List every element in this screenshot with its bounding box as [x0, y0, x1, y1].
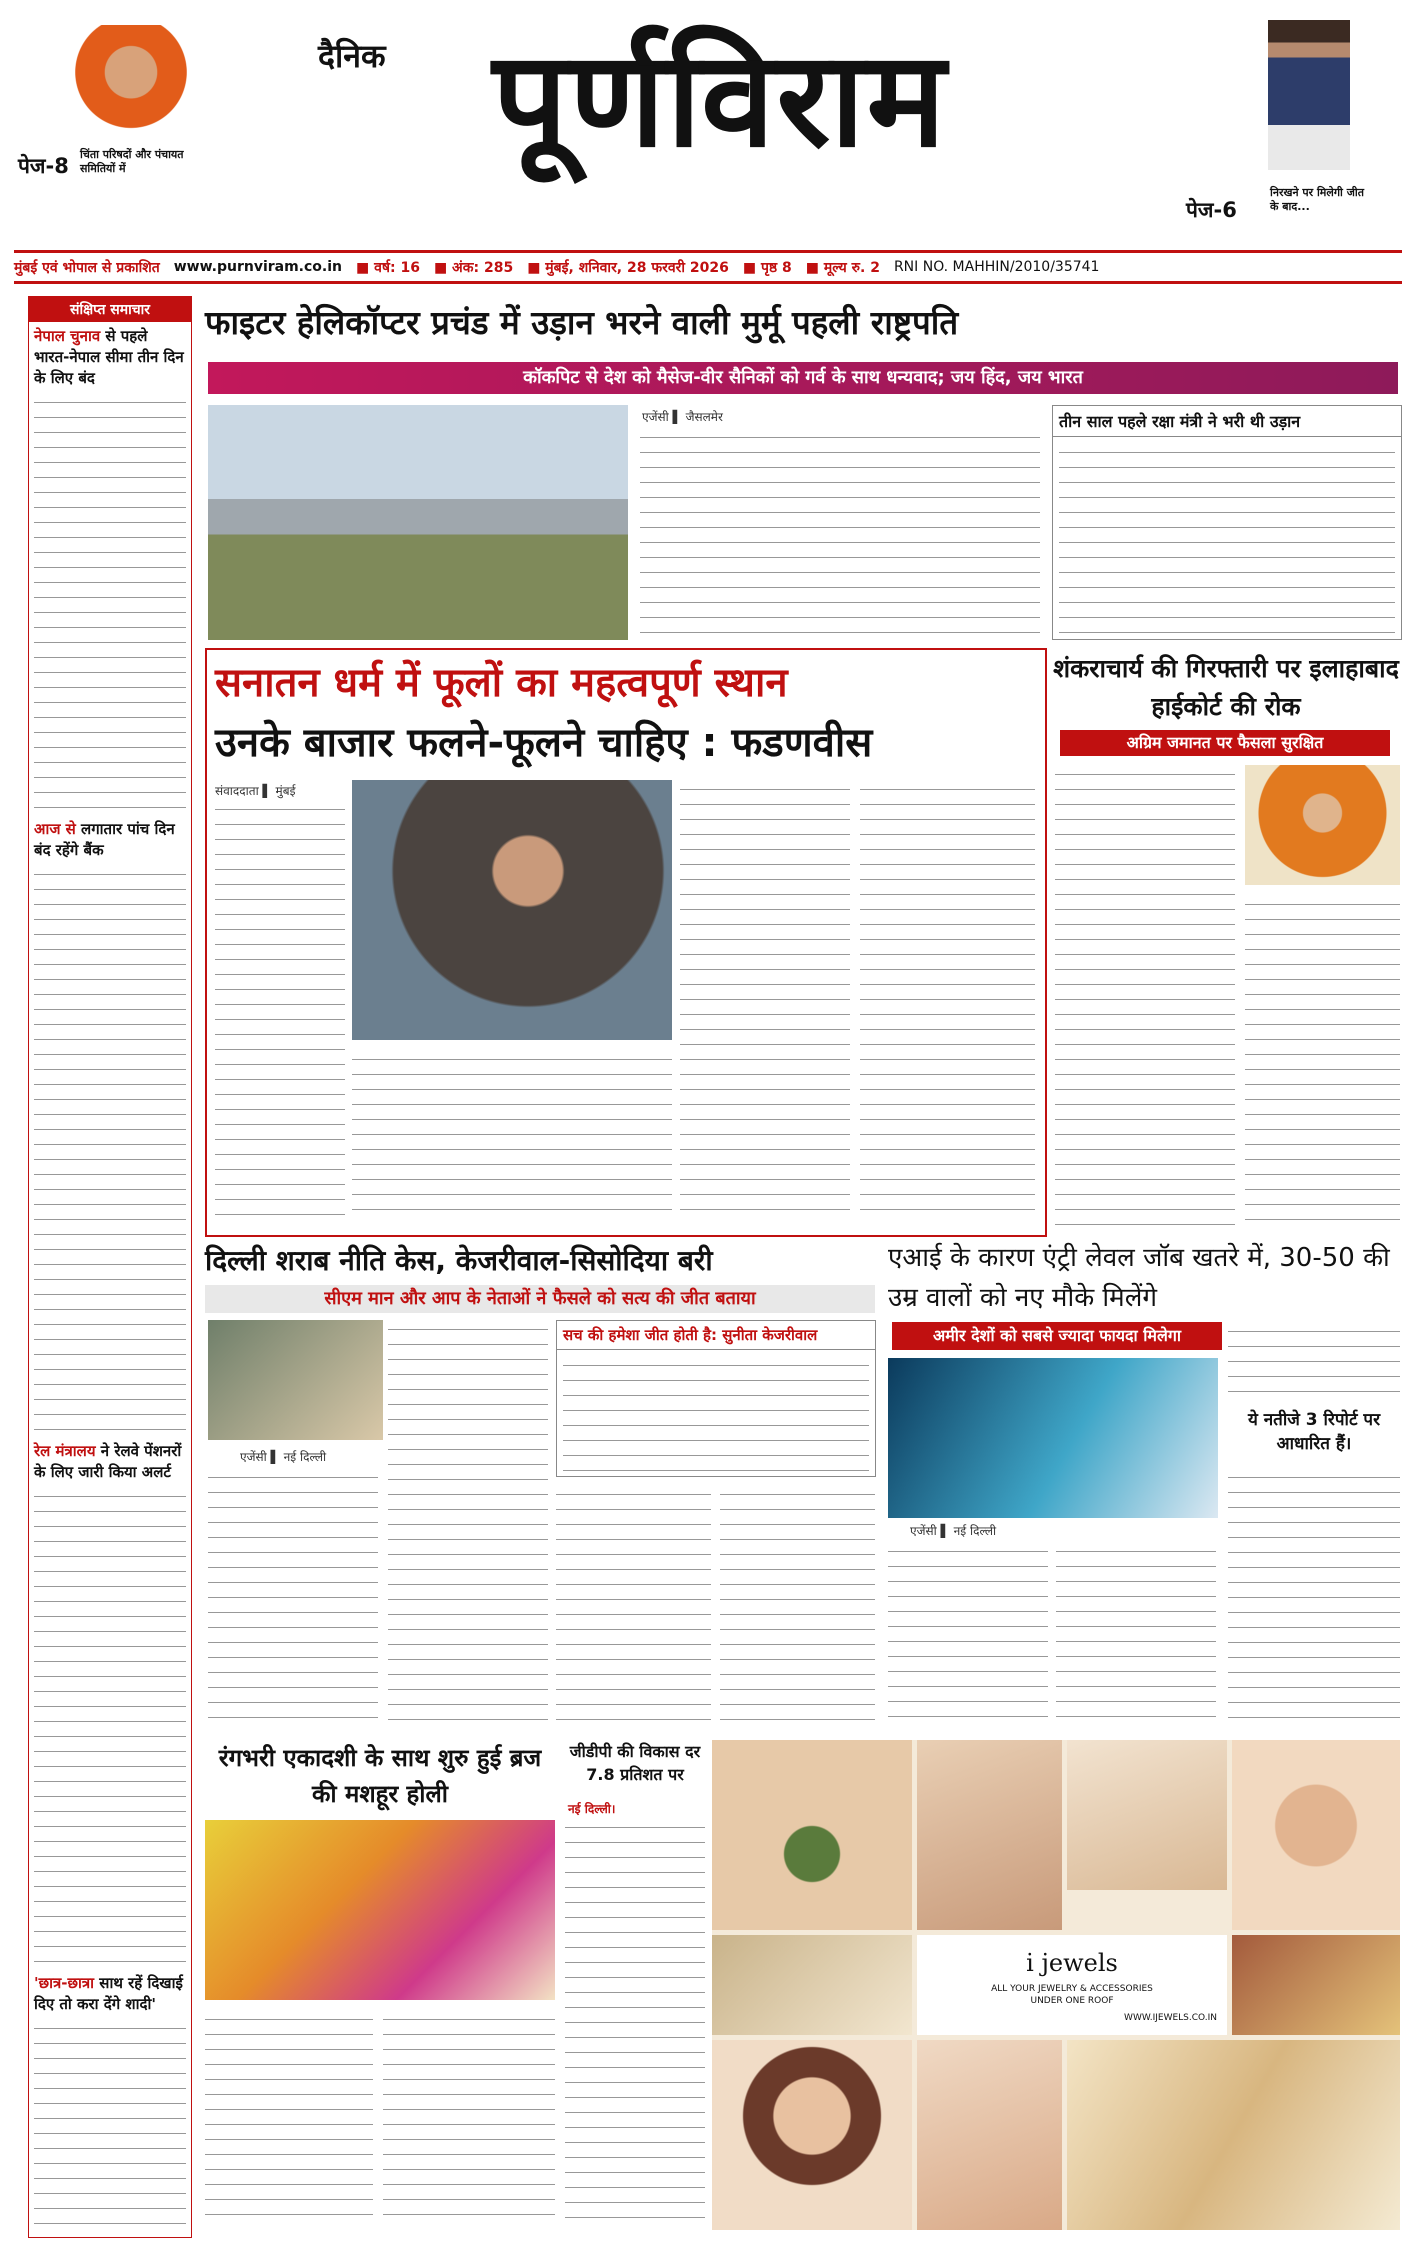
- ad-tagline: ALL YOUR JEWELRY & ACCESSORIES UNDER ONE ROOF: [991, 1984, 1153, 2006]
- dateline-date: ■ मुंबई, शनिवार, 28 फरवरी 2026: [527, 259, 729, 276]
- sidebar-item-body: [34, 865, 186, 1435]
- ad-hands-photo: [917, 1740, 1062, 1930]
- story3-body-col1: [1055, 765, 1235, 1225]
- sidebar-label: संक्षिप्त समाचार: [29, 297, 191, 322]
- dateline-price: ■ मूल्य रु. 2: [805, 259, 880, 276]
- story6-body-col2: [383, 2010, 555, 2225]
- ad-logo-box: [917, 1935, 1227, 2035]
- story1-subhead: [208, 362, 1398, 394]
- story2-photo: [352, 780, 672, 1040]
- masthead-left-teaser: चिंता परिषदों और पंचायत समितियों में: [80, 148, 184, 175]
- ad-earrings-photo: [1067, 1740, 1227, 1890]
- story1-photo: [208, 405, 628, 640]
- sidebar: [28, 296, 192, 2238]
- story4-quote-head[interactable]: सच की हमेशा जीत होती है: सुनीता केजरीवाल: [557, 1321, 875, 1350]
- story1-side-head[interactable]: तीन साल पहले रक्षा मंत्री ने भरी थी उड़ान: [1053, 406, 1401, 437]
- story2-body-col3: [680, 780, 850, 1220]
- story3-subhead: अग्रिम जमानत पर फैसला सुरक्षित: [1060, 730, 1390, 756]
- dateline-website[interactable]: www.purnviram.co.in: [173, 259, 343, 275]
- ad-kurta-photo: [1067, 2040, 1400, 2230]
- masthead-title: पूर्णविराम: [492, 23, 948, 177]
- sidebar-item-body: [34, 1487, 186, 1967]
- story3-headline[interactable]: शंकराचार्य की गिरफ्तारी पर इलाहाबाद हाईकोर्ट की रोक: [1053, 654, 1399, 721]
- story1-byline: एजेंसी ▌ जैसलमेर: [642, 410, 723, 424]
- masthead-right-photo: [1268, 20, 1350, 170]
- story4-subhead: सीएम मान और आप के नेताओं ने फैसले को सत्य की जीत बताया: [205, 1285, 875, 1313]
- masthead-right-page[interactable]: पेज-6: [1186, 198, 1237, 222]
- story4-body-col3: [556, 1485, 711, 1725]
- ad-ring-hands-photo: [917, 2040, 1062, 2230]
- ad-necklace-photo: [712, 1740, 912, 1930]
- dateline-rni: RNI NO. MAHHIN/2010/35741: [893, 259, 1100, 275]
- sidebar-item-headline[interactable]: आज से लगातार पांच दिन बंद रहेंगे बैंक: [34, 820, 175, 859]
- sidebar-item-headline[interactable]: नेपाल चुनाव से पहले भारत-नेपाल सीमा तीन दिन के लिए बंद: [34, 327, 184, 387]
- story1-headline[interactable]: फाइटर हेलिकॉप्टर प्रचंड में उड़ान भरने वाली मुर्मू पहली राष्ट्रपति: [205, 303, 959, 342]
- ad-bangles-photo: [1232, 1935, 1400, 2035]
- story5-pullquote: ये नतीजे 3 रिपोर्ट पर आधारित हैं।: [1247, 1410, 1381, 1454]
- sidebar-item-body: [34, 2019, 186, 2238]
- story4-headline[interactable]: दिल्ली शराब नीति केस, केजरीवाल-सिसोदिया बरी: [205, 1244, 713, 1277]
- dateline-pages: ■ पृष्ठ 8: [742, 259, 792, 276]
- story6-body-col1: [205, 2010, 373, 2225]
- masthead-prefix: दैनिक: [318, 37, 386, 75]
- story7-headline[interactable]: जीडीपी की विकास दर 7.8 प्रतिशत पर: [569, 1742, 701, 1784]
- story4-quote-box: [556, 1320, 876, 1477]
- dateline-bar: [14, 250, 1402, 284]
- story1-side-box: [1052, 405, 1402, 640]
- story6-headline[interactable]: रंगभरी एकादशी के साथ शुरु हुई ब्रज की मशहूर होली: [218, 1744, 542, 1808]
- dateline-issue: ■ अंक: 285: [433, 259, 514, 276]
- story5-body-col2: [1056, 1542, 1216, 1727]
- ad-url[interactable]: WWW.IJEWELS.CO.IN: [1124, 2013, 1217, 2023]
- story5-body-col1: [888, 1542, 1048, 1727]
- story7-dateline: नई दिल्ली।: [568, 1802, 616, 1816]
- story2-byline: संवाददाता ▌ मुंबई: [215, 784, 296, 798]
- sidebar-item-headline[interactable]: रेल मंत्रालय ने रेलवे पेंशनरों के लिए जारी किया अलर्ट: [34, 1442, 182, 1481]
- story3-photo: [1245, 765, 1400, 885]
- story4-byline: एजेंसी ▌ नई दिल्ली: [240, 1450, 327, 1464]
- story2-body-col4: [860, 780, 1035, 1220]
- story4-body-col4: [720, 1485, 875, 1725]
- ad-bride-photo: [712, 2040, 912, 2230]
- story5-subhead: अमीर देशों को सबसे ज्यादा फायदा मिलेगा: [892, 1322, 1222, 1350]
- story1-side-body: [1059, 443, 1395, 633]
- story1-body: [640, 428, 1040, 638]
- story5-headline[interactable]: एआई के कारण एंट्री लेवल जॉब खतरे में, 30-50 की उम्र वालों को नए मौके मिलेंगे: [888, 1243, 1390, 1313]
- story6-photo: [205, 1820, 555, 2000]
- story2-body-col1: [215, 800, 345, 1220]
- story5-byline: एजेंसी ▌ नई दिल्ली: [910, 1524, 997, 1538]
- dateline-published: मुंबई एवं भोपाल से प्रकाशित: [14, 259, 160, 276]
- sidebar-item-body: [34, 393, 186, 813]
- story2-headline2[interactable]: उनके बाजार फलने-फूलने चाहिए : फडणवीस: [215, 720, 873, 766]
- story1-subhead-text: कॉकपिट से देश को मैसेज-वीर सैनिकों को गर्व के साथ धन्यवाद; जय हिंद, जय भारत: [523, 367, 1083, 388]
- story2-headline1[interactable]: सनातन धर्म में फूलों का महत्वपूर्ण स्थान: [215, 660, 788, 706]
- sidebar-item-headline[interactable]: 'छात्र-छात्रा साथ रहें दिखाई दिए तो करा देंगे शादी': [34, 1974, 183, 2013]
- story5-body-col3: [1228, 1322, 1400, 1402]
- masthead-left-photo: [72, 25, 190, 143]
- story3-body-col2: [1245, 895, 1400, 1225]
- story5-photo: [888, 1358, 1218, 1518]
- story4-body-col2: [388, 1320, 548, 1725]
- ad-brand: i jewels: [1026, 1949, 1118, 1977]
- ad-rings-photo: [712, 1935, 912, 2035]
- dateline-year: ■ वर्ष: 16: [356, 259, 420, 276]
- ad-jewellery[interactable]: [712, 1740, 1400, 2230]
- story5-body-col4: [1228, 1468, 1400, 1728]
- story4-body-col1: [208, 1468, 378, 1728]
- story4-photo: [208, 1320, 383, 1440]
- story7-body: [565, 1818, 705, 2226]
- masthead-right-teaser: निरखने पर मिलेगी जीत के बाद...: [1270, 186, 1364, 213]
- story2-body-col2: [352, 1050, 672, 1220]
- ad-model-photo: [1232, 1740, 1400, 1930]
- masthead-left-page[interactable]: पेज-8: [18, 154, 69, 178]
- story4-quote-body: [563, 1356, 869, 1471]
